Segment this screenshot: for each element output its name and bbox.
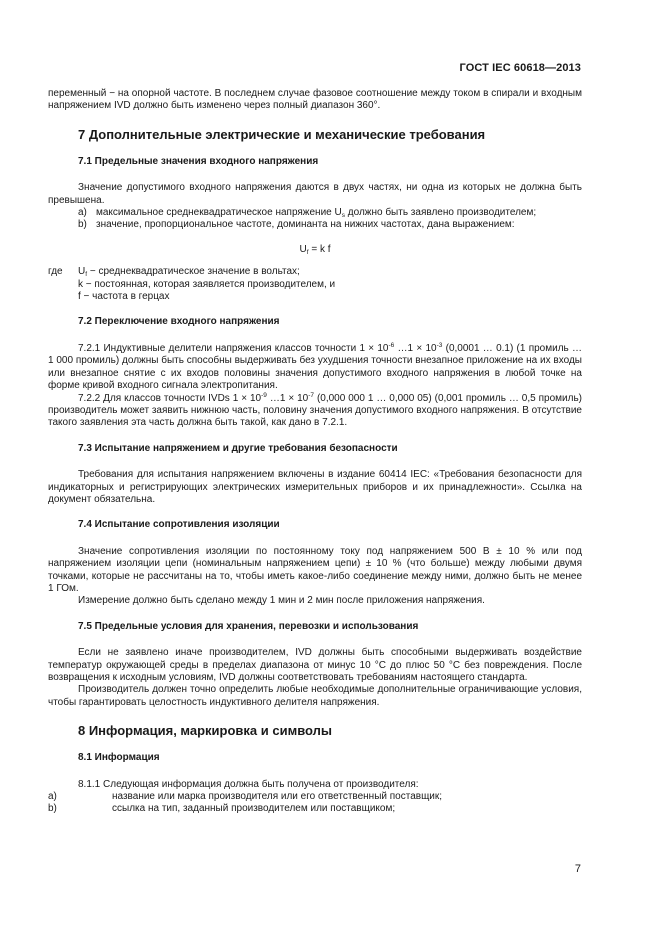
- page-number: 7: [574, 863, 581, 875]
- definition-text: f − частота в герцах: [78, 291, 170, 303]
- section-7-heading: 7 Дополнительные электрические и механические требования: [78, 126, 486, 142]
- list-text: максимальное среднеквадратическое напряжение $U_s$ должно быть заявлено производителем;: [96, 207, 537, 220]
- section-7-2-heading: 7.2 Переключение входного напряжения: [78, 316, 280, 328]
- definition-text: k − постоянная, которая заявляется производителем, и: [78, 278, 336, 290]
- document-id: ГОСТ IEC 60618—2013: [459, 62, 581, 74]
- formula: $U_f = k$ f: [299, 243, 331, 256]
- intro-paragraph: переменный − на опорной частоте. В последнем случае фазовое соотношение между током в спирали и входным напряжением IVD должно быть изменено через полный диапазон 360°.: [48, 88, 582, 112]
- list-text: название или марка производителя или его ответственный поставщик;: [112, 791, 443, 803]
- list-marker: b): [48, 803, 57, 815]
- section-7-5-paragraph: Производитель должен точно определить любые необходимые дополнительные ограничивающие условия, чтобы гарантировать целостность индуктивного делителя напряжения.: [48, 684, 582, 708]
- section-7-3-paragraph: Требования для испытания напряжением включены в издание 60414 IEC: «Требования безопасности для индикаторных и регистрирующих электрических измерительных приборов и их принадлежности». Ссылка на документ обязательна.: [48, 469, 582, 505]
- list-item: [48, 791, 582, 803]
- list-marker: a): [78, 207, 87, 219]
- list-item: [48, 219, 582, 231]
- where-label: где: [48, 266, 63, 278]
- list-item: [48, 803, 582, 815]
- section-7-5-paragraph: Если не заявлено иначе производителем, IVD должны быть способными выдерживать воздействие температур окружающей среды в пределах диапазона от минус 10 °С до плюс 50 °С без повреждения. После возвращения к исходным условиям, IVD должны соответствовать требованиям настоящего стандарта.: [48, 647, 582, 683]
- section-7-1-paragraph: Значение допустимого входного напряжения даются в двух частях, ни одна из которых не должна быть превышена.: [48, 182, 582, 206]
- list-item: [48, 207, 582, 219]
- section-7-4-paragraph: Измерение должно быть сделано между 1 мин и 2 мин после приложения напряжения.: [78, 595, 485, 607]
- definition-text: $U_f$ − среднеквадратическое значение в вольтах;: [78, 266, 300, 279]
- section-8-1-1-paragraph: 8.1.1 Следующая информация должна быть получена от производителя:: [78, 778, 419, 790]
- definition-row: [48, 279, 582, 291]
- section-7-5-heading: 7.5 Предельные условия для хранения, перевозки и использования: [78, 620, 419, 632]
- section-7-4-paragraph: Значение сопротивления изоляции по постоянному току под напряжением 500 В ± 10 % или под напряжением изоляции цепи (номинальным напряжением цепи) ± 10 % (что больше) между любыми двумя точками, которые не рассчитаны на то, чтобы иметь какое-либо соединение между ними, должно быть не менее 1 ГОм.: [48, 545, 582, 594]
- section-7-2-2-paragraph: 7.2.2 Для классов точности IVDs $1 \times 10^{-9}$ …1 × $10^{-7}$ (0,000 000 1 … 0,000 05) (0,001 промиль … 0,5 промиль) производитель может заявить нижнюю часть, половину значения допустимого входного напряжения. В отсутствие такого заявления эта часть должна быть такой, как дано в 7.2.1.: [48, 391, 583, 429]
- list-text: ссылка на тип, заданный производителем или поставщиком;: [112, 803, 396, 815]
- section-7-1-heading: 7.1 Предельные значения входного напряжения: [78, 155, 319, 167]
- list-marker: a): [48, 791, 57, 803]
- section-8-1-heading: 8.1 Информация: [78, 752, 160, 764]
- section-8-heading: 8 Информация, маркировка и символы: [78, 723, 332, 739]
- definition-row: [48, 266, 582, 278]
- section-7-3-heading: 7.3 Испытание напряжением и другие требования безопасности: [78, 442, 398, 454]
- section-7-4-heading: 7.4 Испытание сопротивления изоляции: [78, 519, 280, 531]
- list-marker: b): [78, 219, 87, 231]
- definition-row: [48, 291, 582, 303]
- page-content: [48, 88, 582, 816]
- section-7-2-1-paragraph: 7.2.1 Индуктивные делители напряжения классов точности $1 \times 10^{-6}$ …1 × $10^{-3}$ (0,0001 … 0.1) (1 промиль … 1 000 промиль) должны быть способны выдерживать без ухудшения точности внезапное приложение на их входы или внезапное снятие с их входов половины значения допустимого входного напряжения в любой точке на форме кривой входного сигнала электропитания.: [48, 341, 583, 392]
- list-text: значение, пропорциональное частоте, доминанта на нижних частотах, дана выражением:: [96, 219, 515, 231]
